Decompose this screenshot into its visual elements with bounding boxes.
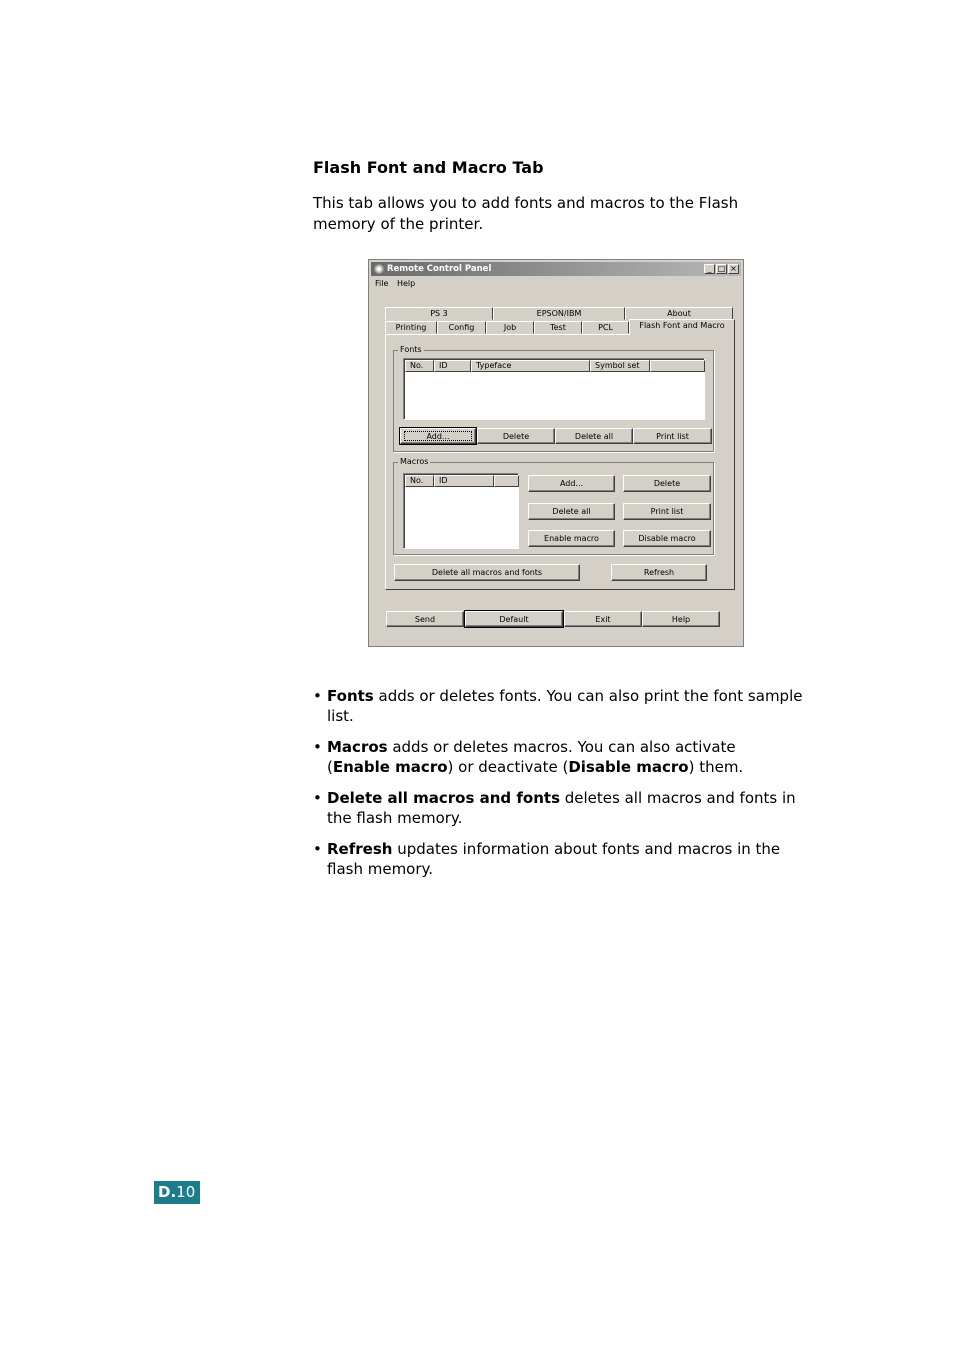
bullet-dot: • — [313, 738, 322, 756]
page-number-prefix: D. — [158, 1183, 177, 1201]
refresh-button[interactable]: Refresh — [611, 564, 707, 581]
fonts-delete-all-button[interactable]: Delete all — [555, 428, 633, 444]
intro-paragraph: This tab allows you to add fonts and macros to the Flash memory of the printer. — [313, 194, 739, 233]
bullet-text: adds or deletes macros. You can also activate ( — [327, 738, 736, 776]
fonts-group — [393, 345, 714, 452]
bullet-term: Enable macro — [332, 757, 448, 776]
send-button[interactable]: Send — [386, 611, 464, 627]
page-number — [154, 1181, 200, 1204]
column-typeface[interactable]: Typeface — [471, 360, 590, 372]
macros-print-list-button[interactable]: Print list — [623, 503, 711, 520]
tab-test[interactable]: Test — [534, 321, 582, 334]
bullet-text: updates information about fonts and macros in the flash memory. — [327, 840, 781, 878]
bullet-dot: • — [313, 687, 322, 705]
help-button[interactable]: Help — [642, 611, 720, 627]
maximize-icon[interactable]: □ — [717, 264, 726, 273]
default-button[interactable]: Default — [465, 611, 563, 627]
macros-group — [393, 457, 714, 555]
printer-app-icon — [374, 264, 384, 274]
column-no[interactable]: No. — [405, 360, 434, 372]
fonts-group-label: Fonts — [400, 345, 422, 354]
macros-delete-button[interactable]: Delete — [623, 475, 711, 492]
fonts-add-button[interactable]: Add... — [400, 428, 476, 444]
bullet-dot: • — [313, 840, 322, 858]
macros-delete-all-button[interactable]: Delete all — [528, 503, 615, 520]
remote-control-panel-dialog — [368, 259, 744, 647]
menu-bar — [375, 279, 421, 288]
tab-ps3[interactable]: PS 3 — [385, 307, 493, 320]
tab-job[interactable]: Job — [486, 321, 534, 334]
page-number-value: 10 — [176, 1183, 196, 1201]
minimize-icon[interactable]: _ — [704, 264, 715, 274]
fonts-print-list-button[interactable]: Print list — [633, 428, 712, 444]
delete-all-macros-and-fonts-button[interactable]: Delete all macros and fonts — [394, 564, 580, 581]
bullet-refresh — [313, 840, 803, 879]
tab-about[interactable]: About — [625, 307, 733, 320]
menu-file[interactable]: File — [375, 279, 389, 288]
macro-column-blank — [494, 475, 519, 487]
bullet-macros — [313, 738, 803, 777]
close-icon[interactable]: × — [728, 264, 739, 274]
macro-column-no[interactable]: No. — [405, 475, 434, 487]
fonts-delete-button[interactable]: Delete — [477, 428, 555, 444]
tab-epson-ibm[interactable]: EPSON/IBM — [493, 307, 625, 320]
menu-help[interactable]: Help — [396, 279, 416, 288]
fonts-list-header — [405, 360, 703, 372]
fonts-list[interactable] — [403, 358, 705, 420]
bullet-text: ) them. — [688, 757, 744, 776]
tab-pcl[interactable]: PCL — [582, 321, 629, 334]
bullet-term: Fonts — [327, 687, 374, 705]
bullet-text: adds or deletes fonts. You can also print the font sample list. — [327, 687, 803, 725]
enable-macro-button[interactable]: Enable macro — [528, 530, 615, 547]
bullet-list — [313, 687, 803, 891]
disable-macro-button[interactable]: Disable macro — [623, 530, 711, 547]
bullet-delete-all — [313, 789, 803, 828]
bullet-text: deletes all macros and fonts in the flash memory. — [327, 789, 796, 827]
bullet-term: Delete all macros and fonts — [327, 789, 560, 807]
window-title: Remote Control Panel — [387, 264, 492, 274]
bullet-term: Macros — [327, 738, 388, 756]
exit-button[interactable]: Exit — [564, 611, 642, 627]
tab-printing[interactable]: Printing — [385, 321, 437, 334]
column-blank — [650, 360, 705, 372]
tab-flash-font-and-macro[interactable]: Flash Font and Macro — [629, 319, 735, 335]
flash-font-macro-panel — [385, 334, 735, 590]
bullet-term: Refresh — [327, 840, 393, 858]
section-heading: Flash Font and Macro Tab — [313, 158, 544, 177]
column-symbol-set[interactable]: Symbol set — [590, 360, 650, 372]
bullet-fonts — [313, 687, 803, 726]
bullet-text: ) or deactivate ( — [447, 757, 569, 776]
bullet-dot: • — [313, 789, 322, 807]
macros-add-button[interactable]: Add... — [528, 475, 615, 492]
macros-list[interactable] — [403, 473, 519, 549]
title-bar — [371, 262, 741, 276]
macros-group-label: Macros — [400, 457, 429, 466]
macro-column-id[interactable]: ID — [434, 475, 494, 487]
column-id[interactable]: ID — [434, 360, 471, 372]
tab-config[interactable]: Config — [437, 321, 486, 334]
macros-list-header — [405, 475, 517, 487]
bullet-term: Disable macro — [568, 757, 689, 776]
